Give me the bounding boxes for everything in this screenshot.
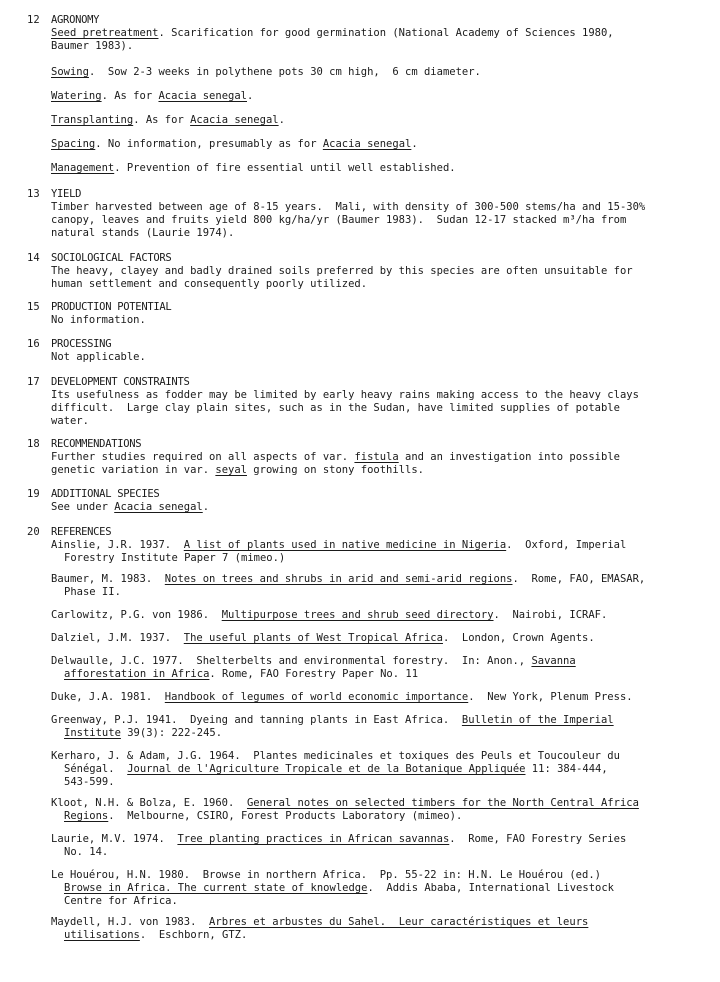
ref-continuation: Phase II. (64, 586, 121, 598)
ref-title: afforestation in Africa (64, 668, 210, 680)
ref-publisher: . Rome, FAO Forestry Paper No. 11 (209, 668, 419, 680)
reference-entry (51, 573, 691, 599)
species-name: Acacia senegal (322, 138, 412, 150)
reference-entry (51, 869, 691, 908)
species-name: Acacia senegal (114, 501, 203, 513)
paragraph-line: natural stands (Laurie 1974). (51, 227, 235, 239)
subheading-watering: Watering (51, 90, 102, 102)
text: Further studies required on all aspects of var. (51, 451, 355, 463)
reference-entry (51, 714, 691, 740)
ref-publisher: . Oxford, Imperial (506, 539, 627, 551)
section-number: 13 (27, 188, 40, 200)
section-heading: AGRONOMY (51, 14, 100, 26)
text: and an investigation into possible (398, 451, 620, 463)
sowing-line (51, 66, 691, 79)
text: growing on stony foothills. (246, 464, 424, 476)
section-heading: DEVELOPMENT CONSTRAINTS (51, 376, 190, 388)
text: genetic variation in var. (51, 464, 216, 476)
transplanting-text: . As for (133, 114, 191, 126)
species-name: Acacia senegal (190, 114, 279, 126)
paragraph-line: water. (51, 415, 89, 427)
ref-publisher: . Nairobi, ICRAF. (493, 609, 608, 621)
section-heading: SOCIOLOGICAL FACTORS (51, 252, 172, 264)
ref-author: Duke, J.A. 1981. (51, 691, 165, 703)
section-number: 19 (27, 488, 40, 500)
paragraph-line (51, 501, 691, 514)
section-number: 20 (27, 526, 40, 538)
section-number: 14 (27, 252, 40, 264)
seed-pretreatment-text: . Scarification for good germination (National Academy of Sciences 1980, (158, 27, 614, 39)
ref-author: Kloot, N.H. & Bolza, E. 1960. (51, 797, 247, 809)
ref-title: Institute (64, 727, 121, 739)
ref-title: General notes on selected timbers for the North Central Africa (246, 797, 639, 809)
variety-name: seyal (215, 464, 247, 476)
ref-title: The useful plants of West Tropical Africa (183, 632, 443, 644)
paragraph-line: No information. (51, 314, 146, 326)
management-line (51, 162, 691, 175)
ref-title: Notes on trees and shrubs in arid and semi-arid regions (164, 573, 513, 585)
ref-continuation: No. 14. (64, 846, 109, 858)
ref-author: Laurie, M.V. 1974. (51, 833, 178, 845)
ref-continuation: Forestry Institute Paper 7 (mimeo.) (64, 552, 286, 564)
subheading-spacing: Spacing (51, 138, 96, 150)
section-number: 12 (27, 14, 40, 26)
ref-title: Bulletin of the Imperial (461, 714, 614, 726)
ref-title: A list of plants used in native medicine in Nigeria (183, 539, 507, 551)
subheading-sowing: Sowing (51, 66, 89, 78)
ref-author: Delwaulle, J.C. 1977. Shelterbelts and environmental forestry. In: Anon., (51, 655, 532, 667)
species-name: Acacia senegal (158, 90, 247, 102)
section-heading: YIELD (51, 188, 82, 200)
ref-author: Carlowitz, P.G. von 1986. (51, 609, 222, 621)
reference-entry (51, 609, 691, 622)
reference-entry (51, 655, 691, 681)
ref-title: Handbook of legumes of world economic importance (164, 691, 469, 703)
paragraph-line: canopy, leaves and fruits yield 800 kg/ha/yr (Baumer 1983). Sudan 12-17 stacked m³/ha from (51, 214, 627, 226)
seed-pretreatment-line-1 (51, 27, 691, 40)
subheading-transplanting: Transplanting (51, 114, 134, 126)
ref-author: Greenway, P.J. 1941. Dyeing and tanning plants in East Africa. (51, 714, 462, 726)
management-text: . Prevention of fire essential until well established. (114, 162, 456, 174)
paragraph-line: Its usefulness as fodder may be limited by early heavy rains making access to the heavy clays (51, 389, 639, 401)
ref-author: Baumer, M. 1983. (51, 573, 165, 585)
ref-author: Dalziel, J.M. 1937. (51, 632, 184, 644)
ref-publisher: . Melbourne, CSIRO, Forest Products Laboratory (mimeo). (108, 810, 463, 822)
paragraph-line: human settlement and consequently poorly utilized. (51, 278, 368, 290)
ref-publisher: 11: 384-444, (525, 763, 608, 775)
ref-title: Browse in Africa. The current state of knowledge (64, 882, 368, 894)
sowing-text: . Sow 2-3 weeks in polythene pots 30 cm high, 6 cm diameter. (88, 66, 481, 78)
spacing-line (51, 138, 691, 151)
punct: . (247, 90, 254, 102)
ref-title: utilisations (64, 929, 140, 941)
ref-author: Ainslie, J.R. 1937. (51, 539, 184, 551)
subheading-management: Management (51, 162, 115, 174)
ref-publisher: . Rome, FAO, EMASAR, (512, 573, 646, 585)
ref-author: Kerharo, J. & Adam, J.G. 1964. Plantes medicinales et toxiques des Peuls et Toucouleur du (51, 750, 620, 762)
ref-title: Arbres et arbustes du Sahel. Leur caractéristiques et leurs (209, 916, 589, 928)
section-number: 17 (27, 376, 40, 388)
reference-entry (51, 797, 691, 823)
watering-line (51, 90, 691, 103)
spacing-text: . No information, presumably as for (95, 138, 323, 150)
reference-entry (51, 750, 691, 789)
variety-name: fistula (354, 451, 399, 463)
ref-publisher: . London, Crown Agents. (442, 632, 595, 644)
paragraph-line (51, 464, 691, 477)
subheading-seed-pretreatment: Seed pretreatment (51, 27, 159, 39)
reference-entry (51, 632, 691, 645)
ref-publisher: . Addis Ababa, International Livestock (367, 882, 614, 894)
ref-continuation: 543-599. (64, 776, 115, 788)
watering-text: . As for (101, 90, 159, 102)
seed-pretreatment-line-2: Baumer 1983). (51, 40, 134, 52)
section-heading: PRODUCTION POTENTIAL (51, 301, 172, 313)
ref-author: Le Houérou, H.N. 1980. Browse in northern Africa. Pp. 55-22 in: H.N. Le Houérou (ed.) (51, 869, 601, 881)
ref-author: Maydell, H.J. von 1983. (51, 916, 210, 928)
ref-title: Journal de l'Agriculture Tropicale et de la Botanique Appliquée (127, 763, 526, 775)
paragraph-line: The heavy, clayey and badly drained soils preferred by this species are often unsuitable for (51, 265, 633, 277)
punct: . (202, 501, 210, 513)
paragraph-line (51, 451, 691, 464)
punct: . (411, 138, 418, 150)
transplanting-line (51, 114, 691, 127)
ref-title: Regions (64, 810, 109, 822)
section-heading: REFERENCES (51, 526, 112, 538)
ref-title: Multipurpose trees and shrub seed directory (221, 609, 494, 621)
reference-entry (51, 539, 691, 565)
section-number: 18 (27, 438, 40, 450)
section-number: 16 (27, 338, 40, 350)
ref-continuation: Centre for Africa. (64, 895, 178, 907)
ref-title-plain: Sénégal. (64, 763, 128, 775)
punct: . (278, 114, 285, 126)
ref-title: Savanna (531, 655, 576, 667)
ref-publisher: 39(3): 222-245. (120, 727, 223, 739)
section-heading: PROCESSING (51, 338, 112, 350)
ref-title: Tree planting practices in African savannas (177, 833, 450, 845)
reference-entry (51, 916, 691, 942)
ref-publisher: . New York, Plenum Press. (468, 691, 633, 703)
text: See under (51, 501, 115, 513)
paragraph-line: Not applicable. (51, 351, 146, 363)
section-number: 15 (27, 301, 40, 313)
paragraph-line: difficult. Large clay plain sites, such as in the Sudan, have limited supplies of potable (51, 402, 620, 414)
paragraph-line: Timber harvested between age of 8-15 years. Mali, with density of 300-500 stems/ha and 15-30% (51, 201, 646, 213)
reference-entry (51, 833, 691, 859)
ref-publisher: . Eschborn, GTZ. (139, 929, 248, 941)
section-heading: RECOMMENDATIONS (51, 438, 142, 450)
reference-entry (51, 691, 691, 704)
section-heading: ADDITIONAL SPECIES (51, 488, 160, 500)
ref-publisher: . Rome, FAO Forestry Series (449, 833, 627, 845)
